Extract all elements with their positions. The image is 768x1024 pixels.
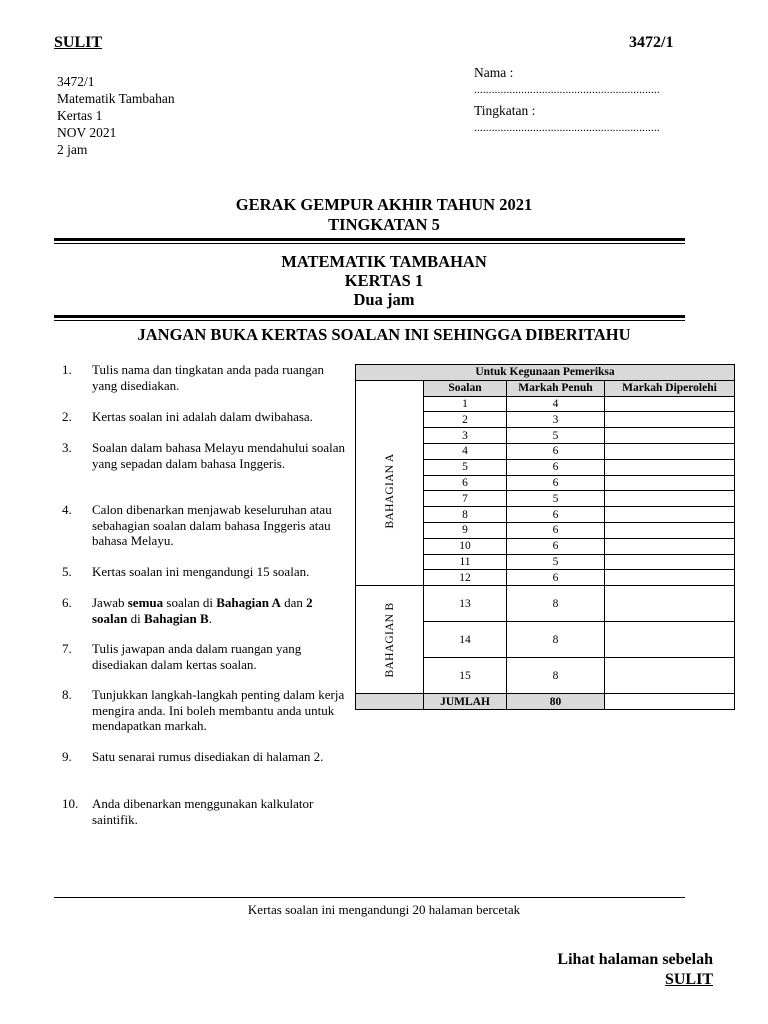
full-marks: 6 <box>507 475 605 491</box>
question-number: 11 <box>424 554 507 570</box>
section-a-cell <box>356 396 424 586</box>
instruction-item <box>62 409 347 425</box>
full-marks: 8 <box>507 622 605 658</box>
question-number: 9 <box>424 522 507 538</box>
instruction-number: 5. <box>62 564 72 579</box>
question-number: 1 <box>424 396 507 412</box>
instruction-number: 10. <box>62 796 79 811</box>
marks-obtained[interactable] <box>605 507 735 523</box>
question-number: 2 <box>424 412 507 428</box>
question-number: 3 <box>424 428 507 444</box>
full-marks: 6 <box>507 443 605 459</box>
exam-title-line2: TINGKATAN 5 <box>328 215 440 234</box>
instruction-text: Tulis jawapan anda dalam ruangan yang disediakan dalam kertas soalan. <box>92 641 302 672</box>
question-number: 12 <box>424 570 507 586</box>
full-marks: 6 <box>507 570 605 586</box>
subject-line3: Dua jam <box>353 290 415 309</box>
paper-info <box>57 73 175 158</box>
subject-line2: KERTAS 1 <box>344 271 424 290</box>
marks-obtained[interactable] <box>605 491 735 507</box>
question-number: 7 <box>424 491 507 507</box>
instruction-item <box>62 796 347 828</box>
form-field[interactable]: ............................................................... <box>474 121 660 134</box>
total-value: 80 <box>507 694 605 710</box>
instruction-text: Calon dibenarkan menjawab keseluruhan atau sebahagian soalan dalam bahasa Inggeris atau bahasa Melayu. <box>92 502 332 548</box>
footer-divider <box>54 897 685 898</box>
marks-obtained[interactable] <box>605 658 735 694</box>
instruction-item <box>62 362 347 394</box>
full-marks: 6 <box>507 507 605 523</box>
full-marks: 5 <box>507 428 605 444</box>
table-caption: Untuk Kegunaan Pemeriksa <box>356 365 735 381</box>
exam-title <box>0 195 768 235</box>
marks-obtained[interactable] <box>605 443 735 459</box>
divider-thick <box>54 238 685 241</box>
info-paper: Kertas 1 <box>57 108 103 123</box>
classification-label: SULIT <box>54 34 103 51</box>
instruction-item <box>62 687 347 734</box>
instruction-number: 4. <box>62 502 72 517</box>
full-marks: 6 <box>507 538 605 554</box>
warning-heading: JANGAN BUKA KERTAS SOALAN INI SEHINGGA DIBERITAHU <box>137 325 631 344</box>
instruction-number: 6. <box>62 595 72 610</box>
marks-obtained[interactable] <box>605 412 735 428</box>
exam-title-line1: GERAK GEMPUR AKHIR TAHUN 2021 <box>235 195 533 214</box>
instruction-text: Jawab semua soalan di Bahagian A dan 2 soalan di Bahagian B. <box>92 595 313 626</box>
question-number: 6 <box>424 475 507 491</box>
full-marks: 6 <box>507 459 605 475</box>
candidate-box <box>474 64 660 137</box>
instruction-text: Kertas soalan ini mengandungi 15 soalan. <box>92 564 310 579</box>
name-field[interactable]: ............................................................... <box>474 83 660 96</box>
marks-obtained[interactable] <box>605 554 735 570</box>
table-header-obtained: Markah Diperolehi <box>605 380 735 396</box>
instruction-text: Tunjukkan langkah-langkah penting dalam kerja mengira anda. Ini boleh membantu anda untuk mendapatkan markah. <box>92 687 345 733</box>
marks-obtained[interactable] <box>605 475 735 491</box>
question-number: 10 <box>424 538 507 554</box>
section-b-label: BAHAGIAN B <box>383 602 396 678</box>
marks-obtained[interactable] <box>605 428 735 444</box>
divider-thick <box>54 315 685 318</box>
instruction-item <box>62 641 347 673</box>
full-marks: 8 <box>507 658 605 694</box>
paper-code: 3472/1 <box>629 34 674 51</box>
instruction-number: 7. <box>62 641 72 656</box>
marks-obtained[interactable] <box>605 538 735 554</box>
question-number: 13 <box>424 586 507 622</box>
info-date: NOV 2021 <box>57 125 117 140</box>
instruction-number: 8. <box>62 687 72 702</box>
subject-line1: MATEMATIK TAMBAHAN <box>281 252 487 271</box>
turn-page-block <box>520 950 713 990</box>
instruction-text: Anda dibenarkan menggunakan kalkulator saintifik. <box>92 796 314 827</box>
table-header-question: Soalan <box>424 380 507 396</box>
full-marks: 6 <box>507 522 605 538</box>
page-count-note: Kertas soalan ini mengandungi 20 halaman bercetak <box>247 902 521 917</box>
marks-obtained[interactable] <box>605 586 735 622</box>
instruction-number: 1. <box>62 362 72 377</box>
instruction-text: Soalan dalam bahasa Melayu mendahului soalan yang sepadan dalam bahasa Inggeris. <box>92 440 346 471</box>
total-obtained[interactable] <box>605 694 735 710</box>
instruction-number: 3. <box>62 440 72 455</box>
instruction-item <box>62 595 347 627</box>
full-marks: 5 <box>507 491 605 507</box>
total-blank <box>356 694 424 710</box>
turn-page-label: Lihat halaman sebelah <box>557 951 713 968</box>
instruction-item <box>62 564 347 580</box>
bottom-classification: SULIT <box>664 971 713 988</box>
marks-obtained[interactable] <box>605 396 735 412</box>
instruction-item <box>62 440 347 487</box>
instruction-number: 9. <box>62 749 72 764</box>
instruction-text: Kertas soalan ini adalah dalam dwibahasa. <box>92 409 313 424</box>
instruction-item <box>62 502 347 549</box>
full-marks: 8 <box>507 586 605 622</box>
marks-obtained[interactable] <box>605 570 735 586</box>
table-header-blank <box>356 380 424 396</box>
name-label: Nama : <box>474 65 514 80</box>
form-label: Tingkatan : <box>474 103 536 118</box>
question-number: 8 <box>424 507 507 523</box>
info-code: 3472/1 <box>57 74 95 89</box>
instruction-number: 2. <box>62 409 72 424</box>
subject-title <box>0 252 768 309</box>
marks-obtained[interactable] <box>605 622 735 658</box>
question-number: 4 <box>424 443 507 459</box>
full-marks: 3 <box>507 412 605 428</box>
info-subject: Matematik Tambahan <box>57 91 175 106</box>
instruction-item <box>62 749 347 781</box>
marks-obtained[interactable] <box>605 459 735 475</box>
examiner-table <box>355 364 735 710</box>
marks-obtained[interactable] <box>605 522 735 538</box>
section-a-label: BAHAGIAN A <box>383 453 396 529</box>
full-marks: 4 <box>507 396 605 412</box>
divider-thin <box>54 320 685 321</box>
total-label: JUMLAH <box>424 694 507 710</box>
full-marks: 5 <box>507 554 605 570</box>
question-number: 15 <box>424 658 507 694</box>
info-duration: 2 jam <box>57 142 88 157</box>
divider-thin <box>54 243 685 244</box>
table-header-full-marks: Markah Penuh <box>507 380 605 396</box>
instruction-text: Tulis nama dan tingkatan anda pada ruangan yang disediakan. <box>92 362 325 393</box>
section-b-cell <box>356 586 424 694</box>
question-number: 5 <box>424 459 507 475</box>
question-number: 14 <box>424 622 507 658</box>
instruction-text: Satu senarai rumus disediakan di halaman 2. <box>92 749 324 764</box>
